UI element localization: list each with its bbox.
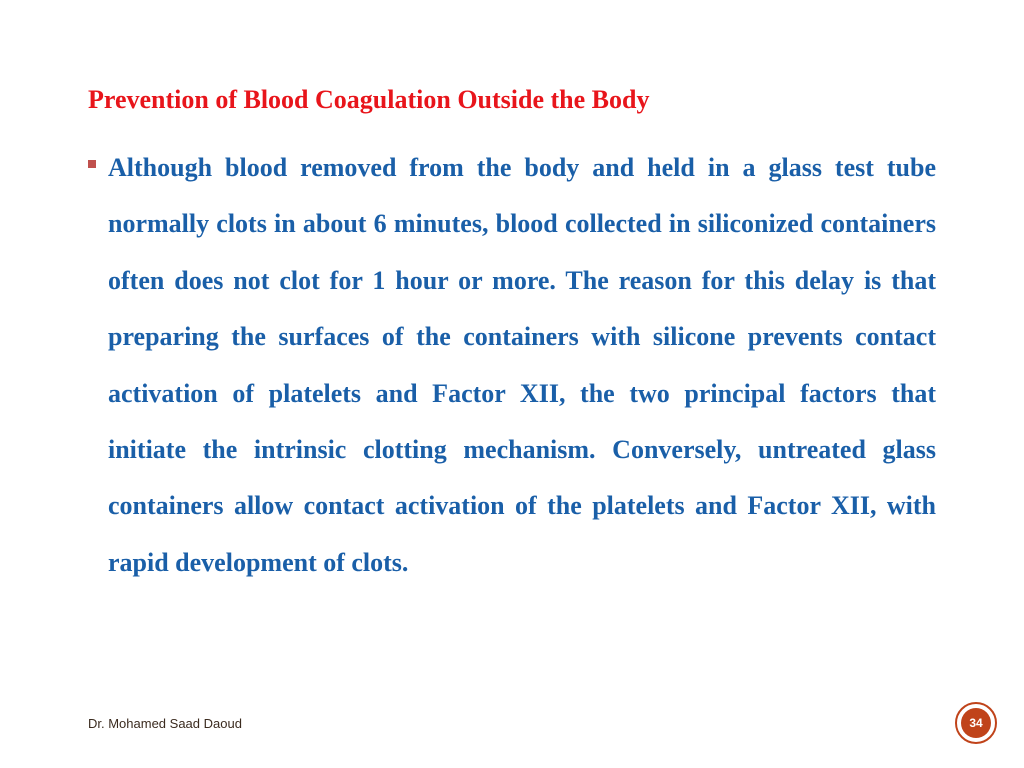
footer-author: Dr. Mohamed Saad Daoud: [88, 716, 242, 731]
slide-title: Prevention of Blood Coagulation Outside the Body: [88, 85, 650, 114]
bullet-text: Although blood removed from the body and held in a glass test tube normally clots in about 6 minutes, blood collected in siliconized containers often does not clot for 1 hour or more. The reason for this delay is that preparing the surfaces of the containers with silicone prevents contact activation of platelets and Factor XII, the two principal factors that initiate the intrinsic clotting mechanism. Conversely, untreated glass containers allow contact activation of the platelets and Factor XII, with rapid development of clots.: [108, 153, 936, 577]
square-bullet-icon: [88, 160, 96, 168]
page-number: 34: [961, 708, 991, 738]
page-number-badge: [955, 702, 997, 744]
